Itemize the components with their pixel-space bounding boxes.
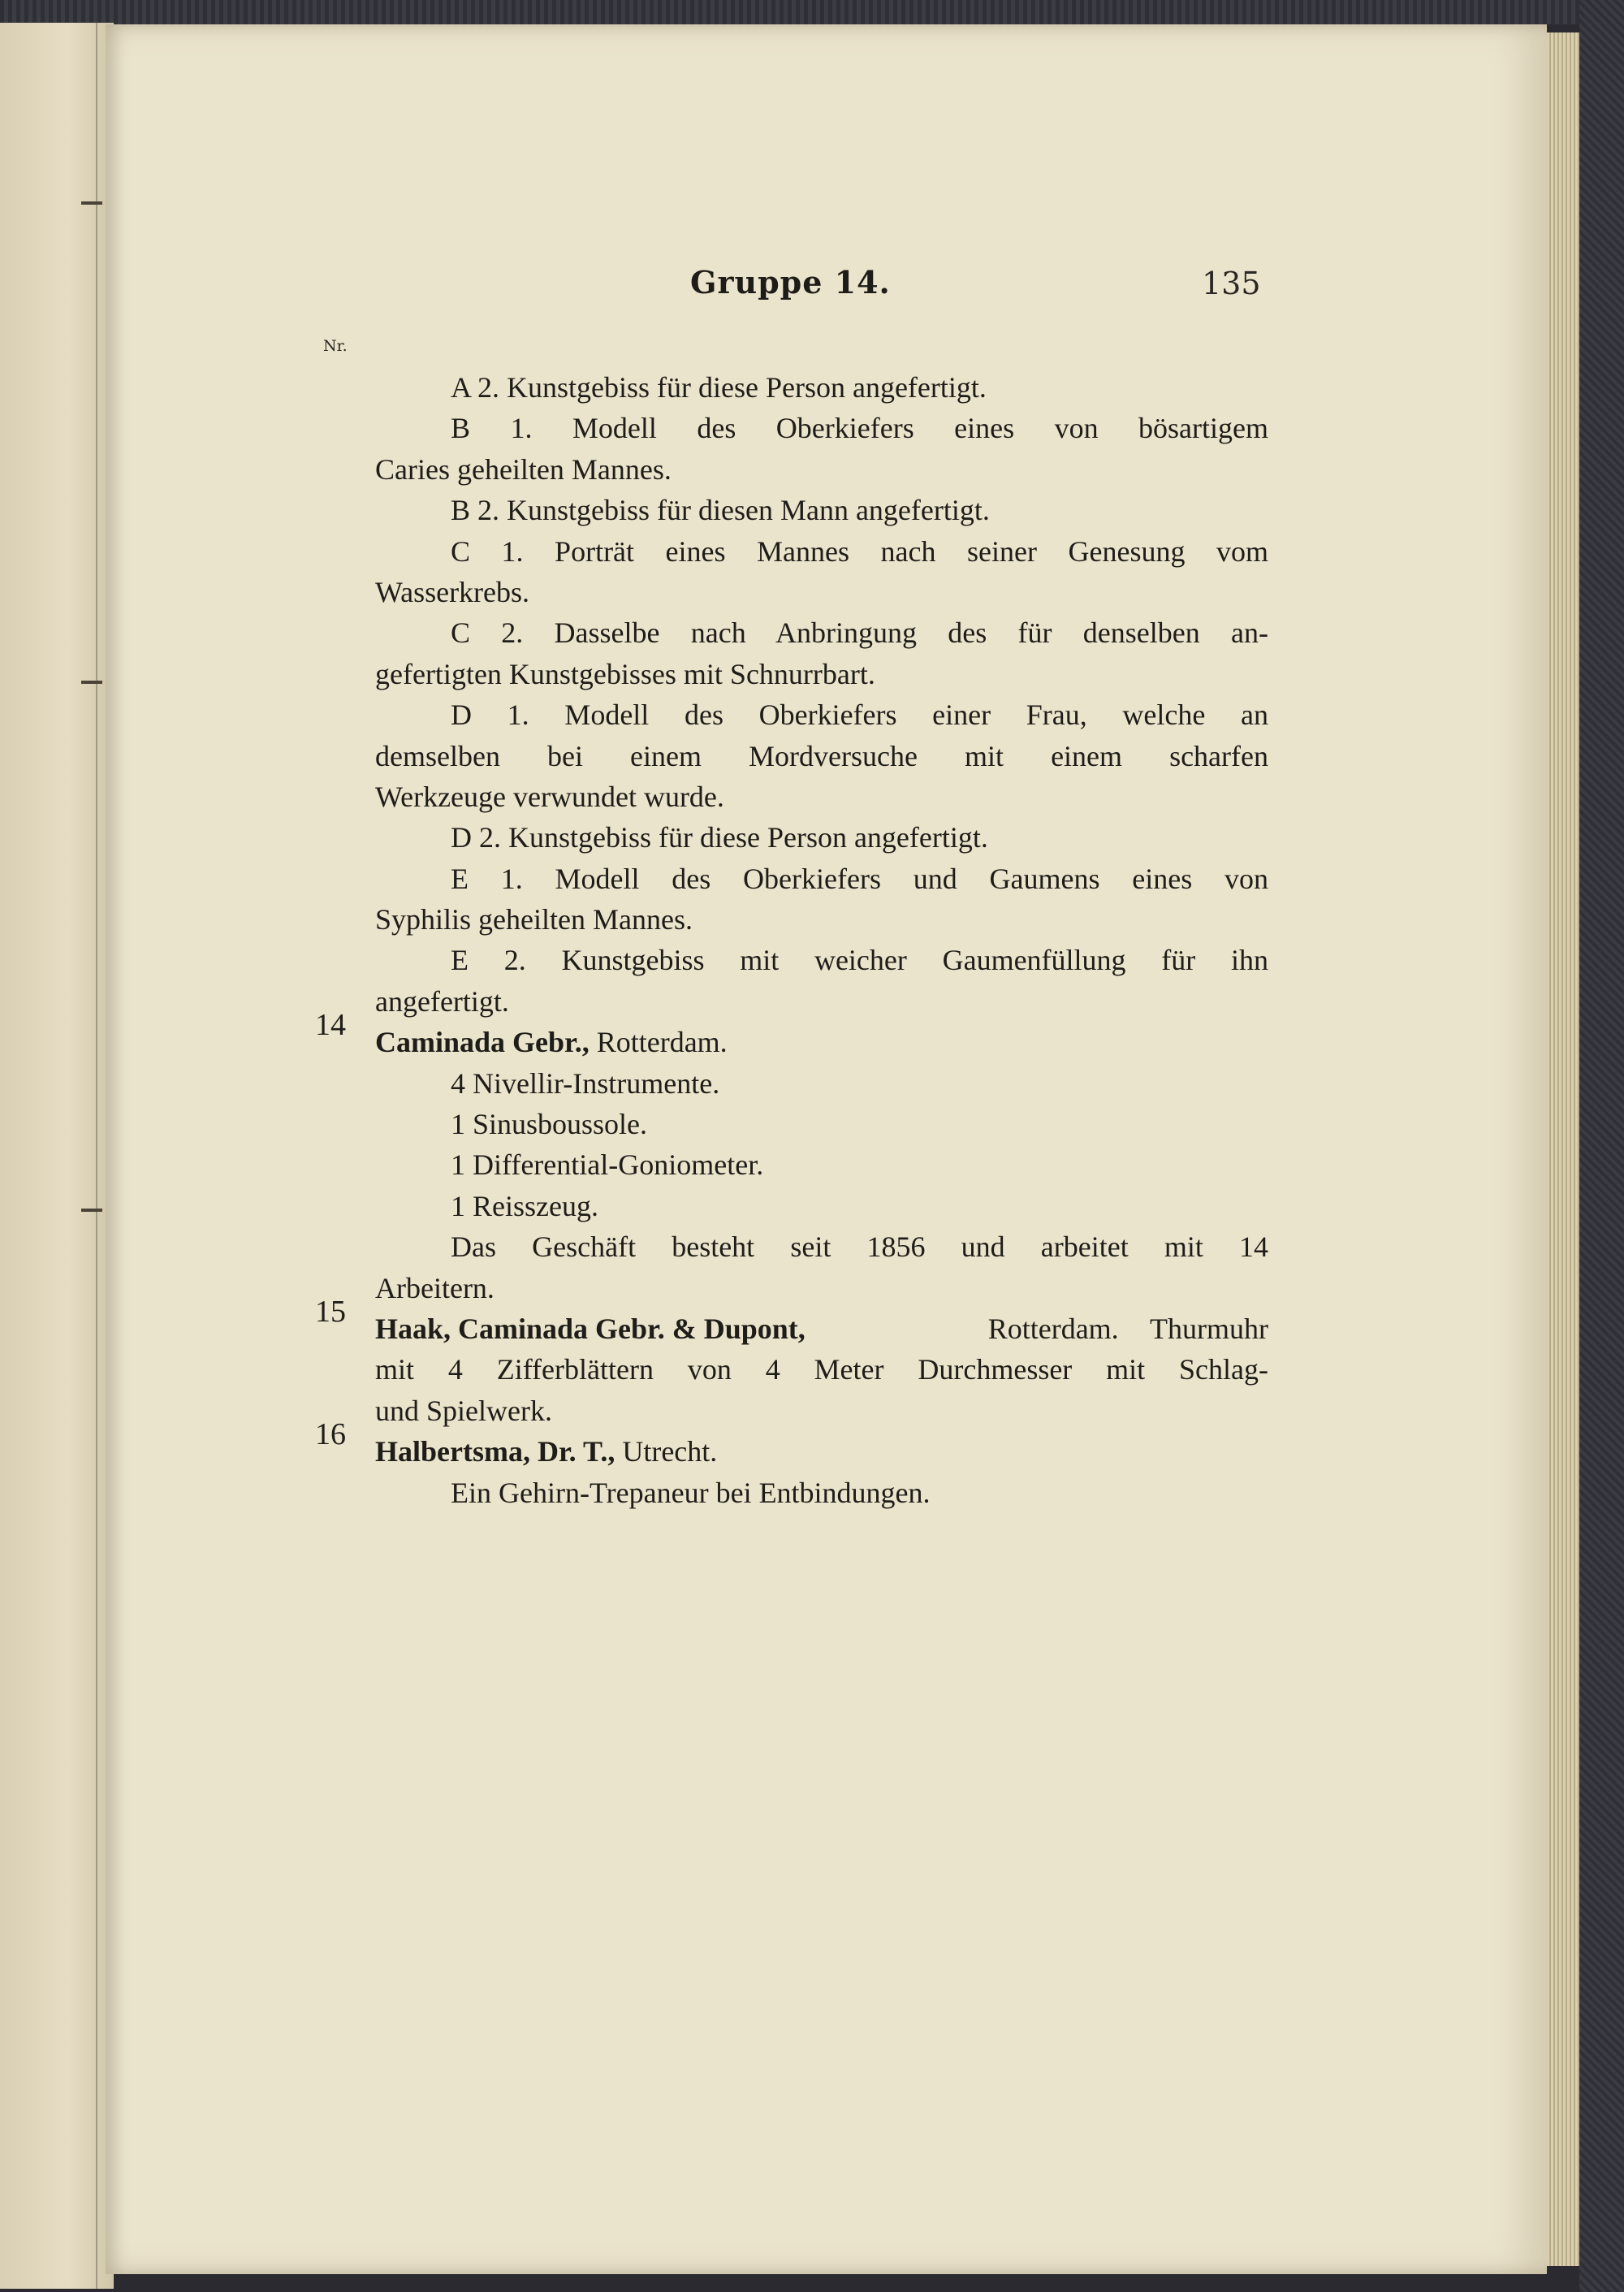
text-line: gefertigten Kunstgebisses mit Schnurrbart.: [375, 657, 875, 690]
left-page-margin-line: [96, 23, 97, 2289]
exhibit-item: 1 Sinusboussole.: [451, 1108, 648, 1141]
text-line: Wasserkrebs.: [375, 575, 530, 608]
text-line: Syphilis geheilten Mannes.: [375, 903, 693, 936]
left-page-mark: [81, 201, 102, 205]
text-line: demselben bei einem Mordversuche mit einem scharfen: [375, 739, 1268, 772]
text-line: A 2. Kunstgebiss für diese Person angefertigt.: [451, 371, 987, 404]
left-page-edge: [0, 23, 114, 2289]
page-body: [375, 367, 1268, 1513]
exhibit-item: mit 4 Zifferblättern von 4 Meter Durchmesser mit Schlag-: [375, 1353, 1268, 1386]
entry-number: 14: [315, 1008, 346, 1042]
text-line: angefertigt.: [375, 984, 509, 1018]
text-line: C 2. Dasselbe nach Anbringung des für denselben an-: [451, 616, 1268, 650]
text-line: E 2. Kunstgebiss mit weicher Gaumenfüllung für ihn: [451, 944, 1268, 977]
exhibitor-place-item: Rotterdam. Thurmuhr: [987, 1312, 1268, 1345]
exhibitor-place: Rotterdam.: [596, 1026, 728, 1059]
text-line: D 2. Kunstgebiss für diese Person angefertigt.: [451, 821, 988, 854]
number-column-label: Nr.: [323, 337, 348, 355]
exhibit-item: 1 Reisszeug.: [451, 1189, 598, 1222]
left-page-mark: [81, 1209, 102, 1212]
exhibitor-name: Haak, Caminada Gebr. & Dupont,: [375, 1312, 806, 1345]
book-cover-right: [1579, 0, 1624, 2292]
text-line: Werkzeuge verwundet wurde.: [375, 780, 724, 813]
exhibitor-note: Das Geschäft besteht seit 1856 und arbeitet mit 14: [451, 1230, 1268, 1264]
exhibit-item: und Spielwerk.: [375, 1394, 552, 1427]
text-line: D 1. Modell des Oberkiefers einer Frau, welche an: [451, 698, 1268, 732]
exhibit-item: Ein Gehirn-Trepaneur bei Entbindungen.: [451, 1476, 931, 1509]
exhibitor-name: Halbertsma, Dr. T.,: [375, 1435, 615, 1468]
entry-15-heading: [375, 1308, 1268, 1349]
text-line: B 2. Kunstgebiss für diesen Mann angefertigt.: [451, 494, 990, 527]
exhibit-item: 4 Nivellir-Instrumente.: [451, 1066, 720, 1100]
page-edges: [1547, 32, 1579, 2266]
exhibit-item: 1 Differential-Goniometer.: [451, 1148, 764, 1182]
entry-14-heading: [375, 1022, 1268, 1062]
entry-16-heading: [375, 1431, 1268, 1472]
text-line: C 1. Porträt eines Mannes nach seiner Genesung vom: [451, 534, 1268, 568]
running-title: Gruppe 14.: [690, 264, 891, 301]
text-line: Caries geheilten Mannes.: [375, 452, 672, 486]
left-page-mark: [81, 681, 102, 684]
exhibitor-place: Utrecht.: [622, 1435, 718, 1468]
book-cover-top: [0, 0, 1624, 24]
entry-number: 15: [315, 1295, 346, 1329]
text-line: B 1. Modell des Oberkiefers eines von bösartigem: [451, 412, 1268, 445]
page-number: 135: [1202, 266, 1261, 301]
text-line: E 1. Modell des Oberkiefers und Gaumens eines von: [451, 862, 1268, 895]
entry-number: 16: [315, 1417, 346, 1451]
exhibitor-note: Arbeitern.: [375, 1271, 495, 1304]
exhibitor-name: Caminada Gebr.,: [375, 1026, 590, 1059]
